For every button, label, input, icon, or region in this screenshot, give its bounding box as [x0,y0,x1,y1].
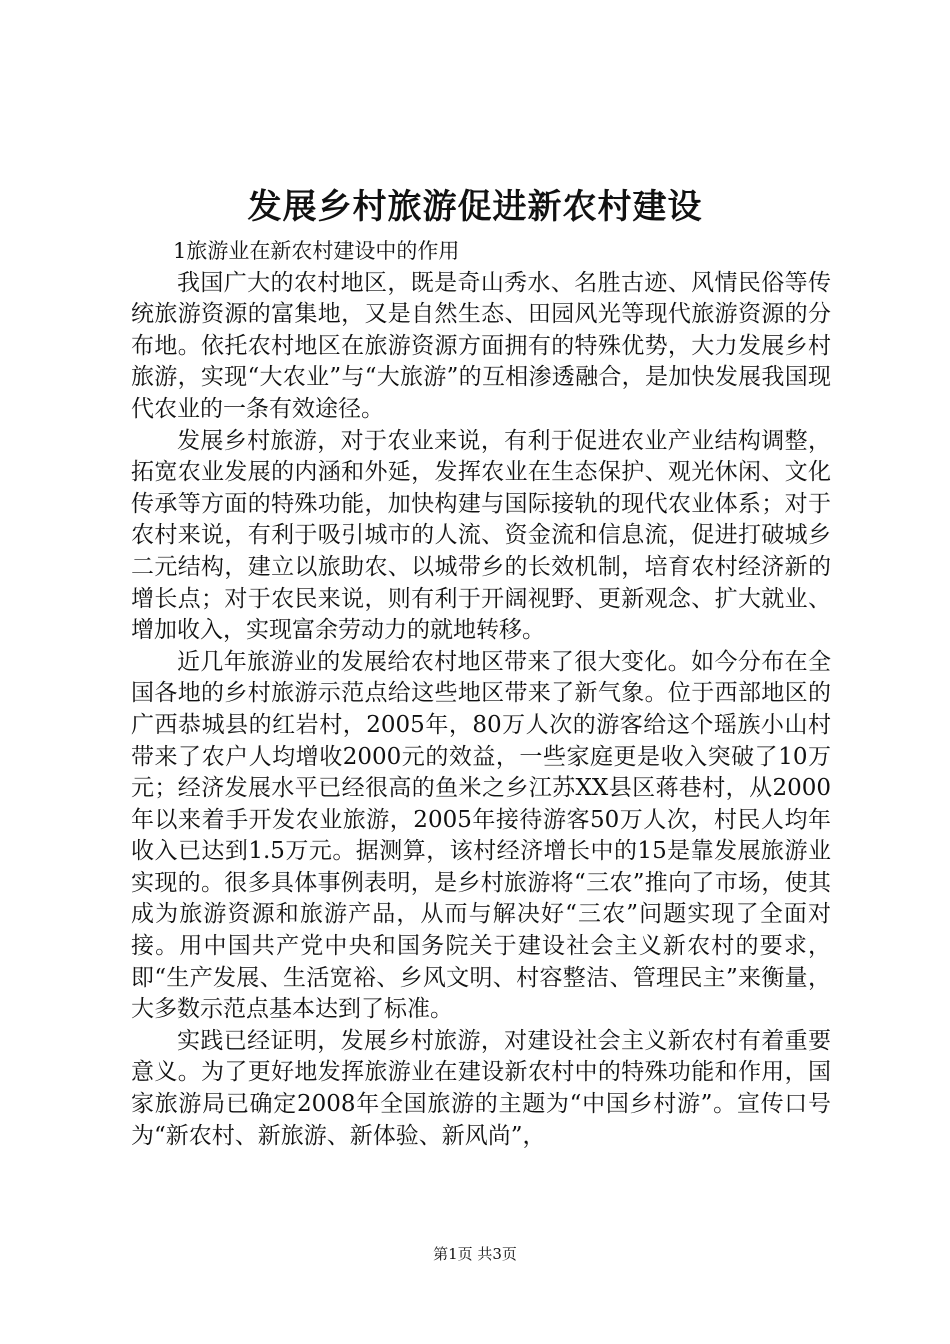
document-title: 发展乡村旅游促进新农村建设 [247,187,703,227]
paragraph-1: 我国广大的农村地区，既是奇山秀水、名胜古迹、风情民俗等传统旅游资源的富集地，又是自然生态、田园风光等现代旅游资源的分布地。依托农村地区在旅游资源方面拥有的特殊优势，大力发展乡村旅游，实现“大农业”与“大旅游”的互相渗透融合，是加快发展我国现代农业的一条有效途径。 [131,269,831,422]
paragraph-2: 发展乡村旅游，对于农业来说，有利于促进农业产业结构调整，拓宽农业发展的内涵和外延，发挥农业在生态保护、观光休闲、文化传承等方面的特殊功能，加快构建与国际接轨的现代农业体系；对于农村来说，有利于吸引城市的人流、资金流和信息流，促进打破城乡二元结构，建立以旅助农、以城带乡的长效机制，培育农村经济新的增长点；对于农民来说，则有利于开阔视野、更新观念、扩大就业、增加收入，实现富余劳动力的就地转移。 [131,427,831,644]
paragraph-3: 近几年旅游业的发展给农村地区带来了很大变化。如今分布在全国各地的乡村旅游示范点给这些地区带来了新气象。位于西部地区的广西恭城县的红岩村，2005年，80万人次的游客给这个瑶族小山村带来了农户人均增收2000元的效益，一些家庭更是收入突破了10万元；经济发展水平已经很高的鱼米之乡江苏XX县区蒋巷村，从2000年以来着手开发农业旅游，2005年接待游客50万人次，村民人均年收入已达到1.5万元。据测算，该村经济增长中的15是靠发展旅游业实现的。很多具体事例表明，是乡村旅游将“三农”推向了市场，使其成为旅游资源和旅游产品，从而与解决好“三农”问题实现了全面对接。用中国共产党中央和国务院关于建设社会主义新农村的要求，即“生产发展、生活宽裕、乡风文明、村容整洁、管理民主”来衡量，大多数示范点基本达到了标准。 [131,648,831,1023]
paragraph-4: 实践已经证明，发展乡村旅游，对建设社会主义新农村有着重要意义。为了更好地发挥旅游业在建设新农村中的特殊功能和作用，国家旅游局已确定2008年全国旅游的主题为“中国乡村游”。宣传口号为“新农村、新旅游、新体验、新风尚”， [131,1027,831,1149]
section-heading: 1旅游业在新农村建设中的作用 [173,239,460,263]
document-body [131,236,831,1152]
page-footer: 第1页 共3页 [433,1245,517,1263]
